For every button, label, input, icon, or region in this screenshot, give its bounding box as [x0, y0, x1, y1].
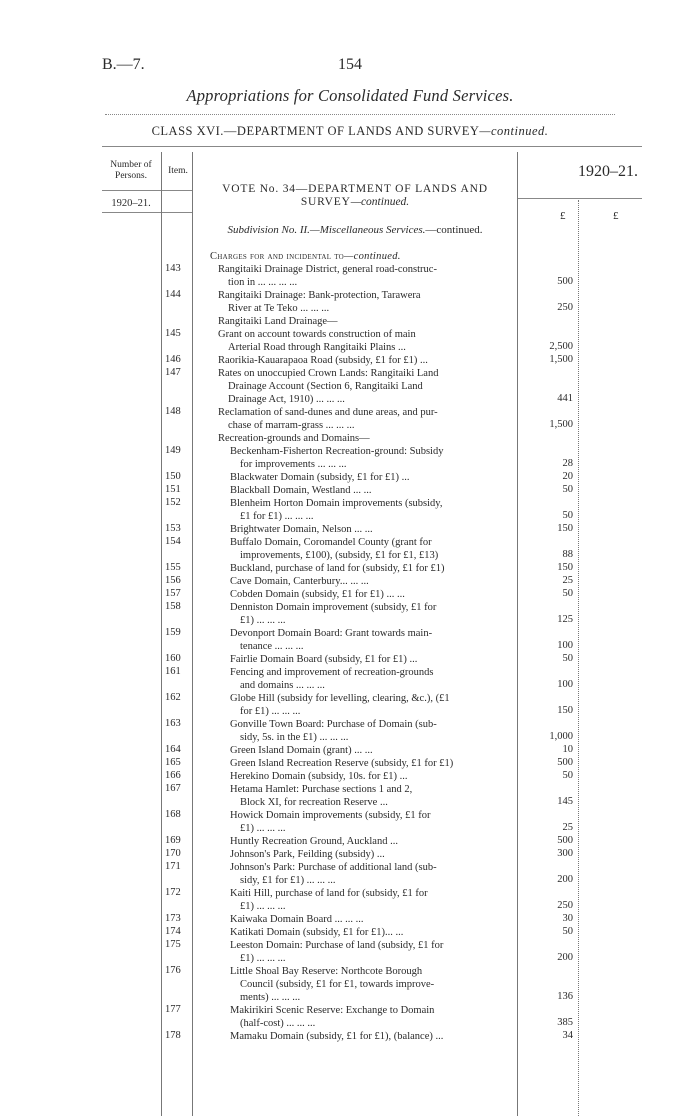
entry-amount: 500: [557, 835, 573, 846]
item-number: 146: [165, 354, 181, 365]
entry-amount: 100: [557, 679, 573, 690]
entry-amount: 125: [557, 614, 573, 625]
entry-amount: 300: [557, 848, 573, 859]
item-number: 176: [165, 965, 181, 976]
item-number: 153: [165, 523, 181, 534]
pound-symbol-second-column: £: [613, 210, 619, 222]
entry-amount: 28: [562, 458, 573, 469]
item-number: 150: [165, 471, 181, 482]
charges-heading-text: Charges for and incidental to: [210, 251, 345, 262]
entry-description-line: Green Island Recreation Reserve (subsidy, £1 for £1): [230, 758, 454, 769]
item-number: 161: [165, 666, 181, 677]
page-number: 154: [338, 56, 362, 73]
entry-description-line: Blackwater Domain (subsidy, £1 for £1) ...: [230, 472, 410, 483]
entry-amount: 1,000: [549, 731, 573, 742]
entry-description-line: sidy, £1 for £1) ... ... ...: [240, 875, 336, 886]
item-number: 168: [165, 809, 181, 820]
vote-title: [200, 183, 510, 209]
persons-item-divider: [161, 152, 162, 1116]
item-number: 175: [165, 939, 181, 950]
entry-description-line: and domains ... ... ...: [240, 680, 325, 691]
entry-description-line: Kaiti Hill, purchase of land for (subsidy, £1 for: [230, 888, 428, 899]
entry-description-line: Green Island Domain (grant) ... ...: [230, 745, 373, 756]
item-number: 172: [165, 887, 181, 898]
entry-amount: 30: [562, 913, 573, 924]
entry-description-line: Makirikiri Scenic Reserve: Exchange to Domain: [230, 1005, 435, 1016]
entry-description-line: Denniston Domain improvement (subsidy, £1 for: [230, 602, 437, 613]
entry-amount: 34: [562, 1030, 573, 1041]
entry-description-line: Hetama Hamlet: Purchase sections 1 and 2,: [230, 784, 413, 795]
entry-description-line: Buckland, purchase of land for (subsidy, £1 for £1): [230, 563, 445, 574]
item-number: 165: [165, 757, 181, 768]
entry-description-line: improvements, £100), (subsidy, £1 for £1, £13): [240, 550, 439, 561]
item-number: 149: [165, 445, 181, 456]
entry-description-line: Raorikia-Kauarapaoa Road (subsidy, £1 for £1) ...: [218, 355, 428, 366]
item-number: 159: [165, 627, 181, 638]
entry-amount: 200: [557, 952, 573, 963]
entry-description-line: £1) ... ... ...: [240, 823, 286, 834]
item-number: 147: [165, 367, 181, 378]
item-column-header: Item.: [168, 166, 188, 176]
entry-amount: 50: [562, 588, 573, 599]
item-number: 167: [165, 783, 181, 794]
entry-amount: 2,500: [549, 341, 573, 352]
entry-description-line: tion in ... ... ... ...: [228, 277, 298, 288]
class-heading-suffix: —continued.: [479, 124, 549, 138]
entry-description-line: Gonville Town Board: Purchase of Domain (sub-: [230, 719, 437, 730]
entry-amount: 25: [562, 822, 573, 833]
entry-description-line: Brightwater Domain, Nelson ... ...: [230, 524, 373, 535]
item-number: 170: [165, 848, 181, 859]
subdivision-text: Subdivision No. II.—Miscellaneous Services.: [227, 224, 426, 236]
item-number: 152: [165, 497, 181, 508]
entry-description-line: Little Shoal Bay Reserve: Northcote Borough: [230, 966, 423, 977]
entry-amount: 1,500: [549, 354, 573, 365]
entry-amount: 25: [562, 575, 573, 586]
entry-amount: 20: [562, 471, 573, 482]
item-number: 166: [165, 770, 181, 781]
entry-description-line: Drainage Act, 1910) ... ... ...: [228, 394, 345, 405]
item-number: 178: [165, 1030, 181, 1041]
item-number: 154: [165, 536, 181, 547]
section-subheading: Recreation-grounds and Domains—: [218, 433, 370, 444]
persons-year-rule: [102, 212, 192, 213]
entry-description-line: Drainage Account (Section 6, Rangitaiki Land: [228, 381, 423, 392]
entry-amount: 50: [562, 484, 573, 495]
item-number: 157: [165, 588, 181, 599]
entry-amount: 136: [557, 991, 573, 1002]
entry-description-line: Mamaku Domain (subsidy, £1 for £1), (balance) ...: [230, 1031, 444, 1042]
entry-description-line: Leeston Domain: Purchase of land (subsidy, £1 for: [230, 940, 444, 951]
item-number: 144: [165, 289, 181, 300]
entry-amount: 150: [557, 523, 573, 534]
entry-description-line: Blackball Domain, Westland ... ...: [230, 485, 372, 496]
entry-description-line: for £1) ... ... ...: [240, 706, 301, 717]
entry-description-line: sidy, 5s. in the £1) ... ... ...: [240, 732, 349, 743]
entry-description-line: Johnson's Park: Purchase of additional land (sub-: [230, 862, 437, 873]
entry-description-line: Johnson's Park, Feilding (subsidy) ...: [230, 849, 385, 860]
class-heading-text: CLASS XVI.—DEPARTMENT OF LANDS AND SURVEY: [151, 124, 480, 138]
entry-amount: 150: [557, 562, 573, 573]
amount-amount-divider: [578, 200, 579, 1116]
item-number: 155: [165, 562, 181, 573]
item-number: 171: [165, 861, 181, 872]
entry-amount: 145: [557, 796, 573, 807]
item-number: 173: [165, 913, 181, 924]
entry-description-line: tenance ... ... ...: [240, 641, 304, 652]
entry-description-line: Katikati Domain (subsidy, £1 for £1)... ...: [230, 927, 404, 938]
year-header-rule: [518, 198, 642, 199]
entry-description-line: Beckenham-Fisherton Recreation-ground: Subsidy: [230, 446, 444, 457]
entry-description-line: Cave Domain, Canterbury... ... ...: [230, 576, 369, 587]
item-number: 169: [165, 835, 181, 846]
entry-description-line: Kaiwaka Domain Board ... ... ...: [230, 914, 364, 925]
year-column-header: 1920–21.: [578, 163, 638, 180]
entry-amount: 250: [557, 302, 573, 313]
entry-amount: 385: [557, 1017, 573, 1028]
entry-amount: 250: [557, 900, 573, 911]
item-number: 177: [165, 1004, 181, 1015]
entry-description-line: Fairlie Domain Board (subsidy, £1 for £1) ...: [230, 654, 418, 665]
entry-description-line: Globe Hill (subsidy for levelling, clearing, &c.), (£1: [230, 693, 450, 704]
entry-description-line: River at Te Teko ... ... ...: [228, 303, 330, 314]
entry-description-line: Howick Domain improvements (subsidy, £1 for: [230, 810, 431, 821]
entry-amount: 50: [562, 770, 573, 781]
item-number: 164: [165, 744, 181, 755]
persons-column-header: Number of Persons.: [110, 160, 152, 181]
entry-amount: 200: [557, 874, 573, 885]
entry-description-line: Buffalo Domain, Coromandel County (grant for: [230, 537, 432, 548]
entry-amount: 500: [557, 276, 573, 287]
entry-amount: 500: [557, 757, 573, 768]
entry-amount: 88: [562, 549, 573, 560]
entry-description-line: £1) ... ... ...: [240, 901, 286, 912]
pound-symbol-first-column: £: [560, 210, 566, 222]
entry-description-line: Arterial Road through Rangitaiki Plains ...: [228, 342, 406, 353]
entry-description-line: Rangitaiki Drainage: Bank-protection, Tarawera: [218, 290, 421, 301]
entry-amount: 50: [562, 926, 573, 937]
description-amount-divider: [517, 152, 518, 1116]
subdivision-heading: [200, 224, 510, 236]
entry-description-line: ments) ... ... ...: [240, 992, 301, 1003]
entry-description-line: (half-cost) ... ... ...: [240, 1018, 316, 1029]
subdivision-suffix: —continued.: [425, 224, 483, 236]
entry-description-line: Fencing and improvement of recreation-grounds: [230, 667, 434, 678]
entry-amount: 50: [562, 510, 573, 521]
item-number: 148: [165, 406, 181, 417]
item-number: 163: [165, 718, 181, 729]
section-subheading: Rangitaiki Land Drainage—: [218, 316, 338, 327]
vote-title-text: VOTE No. 34—DEPARTMENT OF LANDS AND SURVEY: [222, 183, 488, 208]
vote-title-suffix: —continued.: [350, 196, 410, 208]
entry-amount: 100: [557, 640, 573, 651]
entry-description-line: Reclamation of sand-dunes and dune areas, and pur-: [218, 407, 438, 418]
entry-description-line: for improvements ... ... ...: [240, 459, 347, 470]
entry-description-line: Cobden Domain (subsidy, £1 for £1) ... ...: [230, 589, 405, 600]
table-top-rule: [102, 146, 642, 147]
item-number: 160: [165, 653, 181, 664]
persons-header-rule: [102, 190, 192, 191]
entry-description-line: Council (subsidy, £1 for £1, towards improve-: [240, 979, 435, 990]
class-heading: [0, 124, 700, 139]
entry-amount: 50: [562, 653, 573, 664]
page-reference: B.—7.: [102, 56, 145, 73]
entry-amount: 1,500: [549, 419, 573, 430]
item-number: 143: [165, 263, 181, 274]
entry-amount: 441: [557, 393, 573, 404]
entry-description-line: Devonport Domain Board: Grant towards main-: [230, 628, 433, 639]
entry-description-line: Rangitaiki Drainage District, general road-construc-: [218, 264, 437, 275]
charges-heading: [210, 251, 401, 262]
title-rule: [105, 114, 615, 115]
item-number: 151: [165, 484, 181, 495]
entry-amount: 10: [562, 744, 573, 755]
entry-description-line: chase of marram-grass ... ... ...: [228, 420, 355, 431]
entry-description-line: Blenheim Horton Domain improvements (subsidy,: [230, 498, 443, 509]
item-number: 158: [165, 601, 181, 612]
entry-description-line: Herekino Domain (subsidy, 10s. for £1) ...: [230, 771, 408, 782]
entry-description-line: £1) ... ... ...: [240, 615, 286, 626]
persons-year-label: 1920–21.: [111, 198, 151, 209]
entry-description-line: Huntly Recreation Ground, Auckland ...: [230, 836, 398, 847]
item-number: 156: [165, 575, 181, 586]
page-title: Appropriations for Consolidated Fund Services.: [186, 86, 514, 105]
entry-description-line: Block XI, for recreation Reserve ...: [240, 797, 388, 808]
entry-description-line: £1 for £1) ... ... ...: [240, 511, 314, 522]
entry-description-line: Rates on unoccupied Crown Lands: Rangitaiki Land: [218, 368, 439, 379]
entry-amount: 150: [557, 705, 573, 716]
item-number: 162: [165, 692, 181, 703]
entry-description-line: Grant on account towards construction of main: [218, 329, 416, 340]
item-number: 174: [165, 926, 181, 937]
charges-heading-suffix: —continued.: [344, 251, 401, 262]
entry-description-line: £1) ... ... ...: [240, 953, 286, 964]
item-number: 145: [165, 328, 181, 339]
